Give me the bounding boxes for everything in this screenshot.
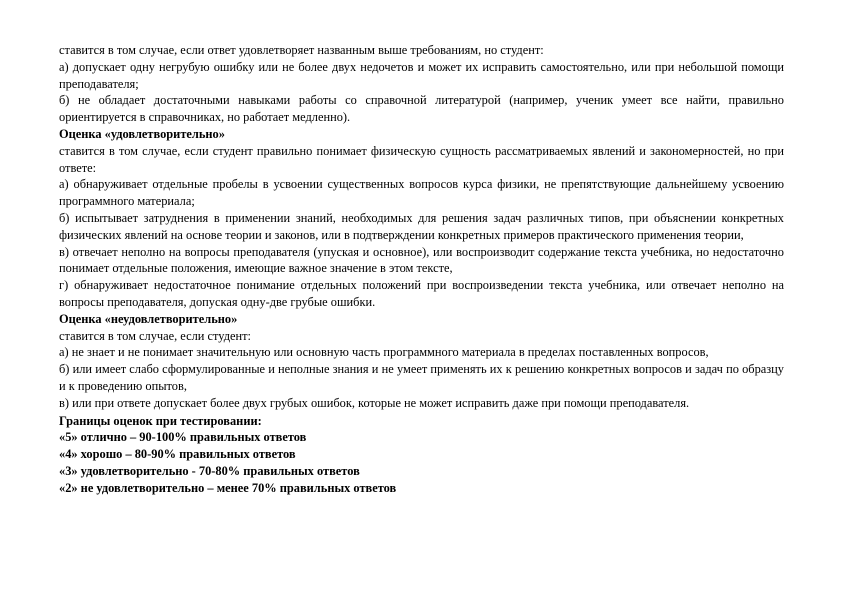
paragraph-satisfactory-d: г) обнаруживает недостаточное понимание отдельных положений при воспроизведении текста учебника, или отвечает неполно на вопросы преподавателя, допуская одну-две грубые ошибки.: [59, 278, 784, 309]
grade-item-3: «3» удовлетворительно - 70-80% правильных ответов: [59, 463, 360, 478]
paragraph-item-a: а) допускает одну негрубую ошибку или не более двух недочетов и может их исправить самостоятельно, или при небольшой помощи преподавателя;: [59, 59, 784, 91]
grade-item-5: «5» отлично – 90-100% правильных ответов: [59, 430, 307, 445]
grade-boundaries-title: Границы оценок при тестировании:: [59, 413, 262, 428]
heading-unsatisfactory: Оценка «неудовлетворительно»: [59, 311, 238, 326]
paragraph-unsatisfactory-c: в) или при ответе допускает более двух грубых ошибок, которые не может исправить даже при помощи преподавателя.: [59, 395, 690, 410]
heading-satisfactory: Оценка «удовлетворительно»: [59, 126, 225, 141]
paragraph-satisfactory-a: а) обнаруживает отдельные пробелы в усвоении существенных вопросов курса физики, не препятствующие дальнейшему усвоению программного материала;: [59, 177, 784, 209]
document-page: [59, 42, 784, 497]
paragraph-satisfactory-c: в) отвечает неполно на вопросы преподавателя (упуская и основное), или воспроизводит содержание текста учебника, но недостаточно понимает отдельные положения, имеющие важное значение в этом тексте,: [59, 244, 784, 276]
grade-item-4: «4» хорошо – 80-90% правильных ответов: [59, 447, 296, 462]
paragraph-unsatisfactory-b: б) или имеет слабо сформулированные и неполные знания и не умеет применять их к решению конкретных вопросов и задач по образцу и к проведению опытов,: [59, 362, 784, 393]
grade-item-2: «2» не удовлетворительно – менее 70% правильных ответов: [59, 480, 397, 495]
paragraph-item-b: б) не обладает достаточными навыками работы со справочной литературой (например, ученик умеет все найти, правильно ориентируется в справочниках, но работает медленно).: [59, 93, 784, 125]
paragraph-satisfactory-b: б) испытывает затруднения в применении знаний, необходимых для решения задач различных типов, при объяснении конкретных физических явлений на основе теории и законов, или в подтверждении конкретных примеров практического применения теории,: [59, 210, 784, 242]
paragraph-satisfactory-intro: ставится в том случае, если студент правильно понимает физическую сущность рассматриваемых явлений и закономерностей, но при ответе:: [59, 143, 784, 175]
grade-boundaries: [59, 413, 784, 497]
paragraph-intro: ставится в том случае, если ответ удовлетворяет названным выше требованиям, но студент:: [59, 43, 544, 57]
paragraph-unsatisfactory-intro: ставится в том случае, если студент:: [59, 328, 251, 343]
paragraph-unsatisfactory-a: а) не знает и не понимает значительную или основную часть программного материала в пределах поставленных вопросов,: [59, 345, 709, 360]
